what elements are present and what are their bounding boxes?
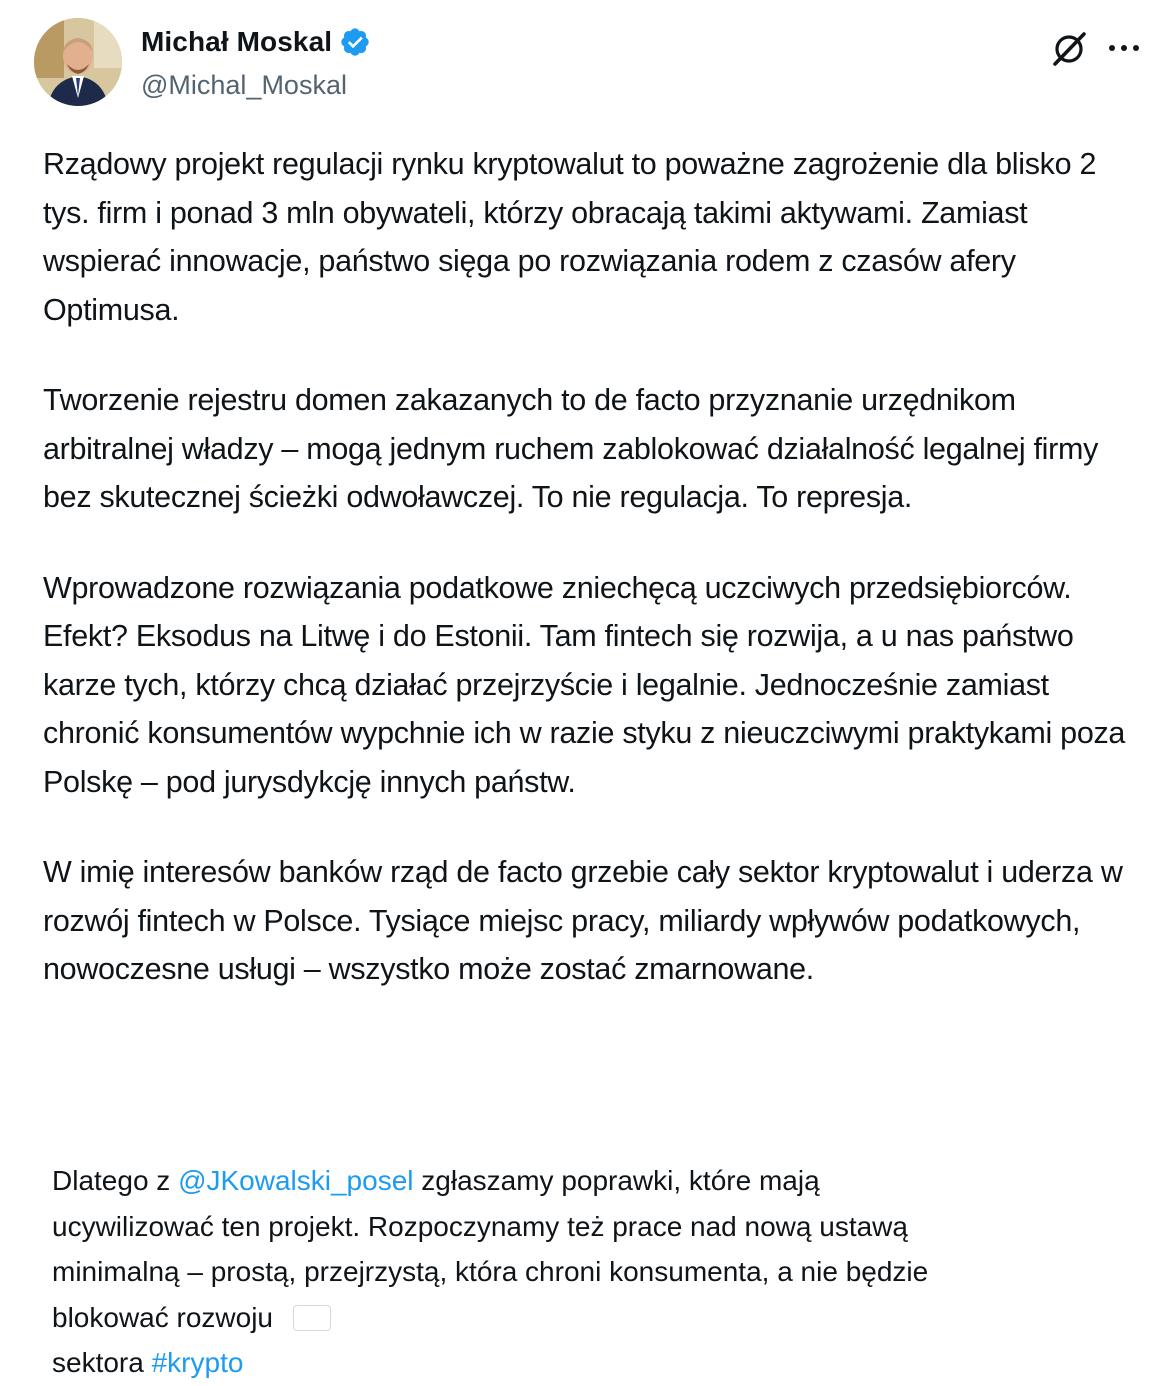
- grok-icon[interactable]: [1050, 30, 1088, 68]
- tweet-paragraph-2: Tworzenie rejestru domen zakazanych to de facto przyznanie urzędnikom arbitralnej władzy – mogą jednym ruchem zablokować działalność legalnej firmy bez skutecznej ścieżki odwoławczej. To nie regulacja. To represja.: [43, 383, 1099, 514]
- tweet-paragraph-4: W imię interesów banków rząd de facto grzebie cały sektor kryptowalut i uderza w rozwój fintech w Polsce. Tysiące miejsc pracy, miliardy wpływów podatkowych, nowoczesne usługi – wszystko może zostać zmarnowane.: [43, 855, 1123, 986]
- tweet-paragraph-3: Wprowadzone rozwiązania podatkowe zniechęcą uczciwych przedsiębiorców. Efekt? Eksodus na Litwę i do Estonii. Tam fintech się rozwija, a u nas państwo karze tych, którzy chcą działać przejrzyście i legalnie. Jednocześnie zamiast chronić konsumentów wypchnie ich w razie styku z nieuczciwymi praktykami poza Polskę – pod jurysdykcję innych państw.: [43, 570, 1126, 799]
- hashtag-link[interactable]: #krypto: [151, 1347, 244, 1378]
- closing-line-4-middle: sektora: [52, 1347, 152, 1378]
- avatar-photo: [34, 18, 122, 106]
- closing-line-4: [52, 1295, 1132, 1341]
- avatar[interactable]: [34, 18, 122, 106]
- poland-flag-icon: [293, 1305, 331, 1331]
- author-handle[interactable]: @Michal_Moskal: [141, 70, 347, 100]
- closing-line-2: ucywilizować ten projekt. Rozpoczynamy też prace nad nową ustawą: [52, 1210, 908, 1242]
- author-name-row: [141, 26, 371, 58]
- closing-line-3: minimalną – prostą, przejrzystą, która chroni konsumenta, a nie będzie: [52, 1256, 929, 1287]
- closing-line-1-suffix: zgłaszamy poprawki, które mają: [413, 1165, 820, 1196]
- author-display-name[interactable]: Michał Moskal: [141, 26, 333, 57]
- tweet-closing-paragraph: [52, 1158, 1132, 1386]
- tweet-body: [43, 140, 1143, 994]
- tweet-paragraph-1: Rządowy projekt regulacji rynku kryptowalut to poważne zagrożenie dla blisko 2 tys. firm i ponad 3 mln obywateli, którzy obracają takimi aktywami. Zamiast wspierać innowacje, państwo sięga po rozwiązania rodem z czasów afery Optimusa.: [43, 147, 1097, 327]
- more-icon[interactable]: [1108, 42, 1140, 54]
- mention-link[interactable]: @JKowalski_posel: [178, 1165, 414, 1196]
- closing-line-1: [52, 1158, 1132, 1204]
- tweet-header: [0, 0, 1167, 120]
- closing-line-4-prefix: blokować rozwoju: [52, 1301, 273, 1333]
- verified-badge-icon[interactable]: [339, 26, 371, 58]
- closing-line-1-prefix: Dlatego z: [52, 1165, 179, 1196]
